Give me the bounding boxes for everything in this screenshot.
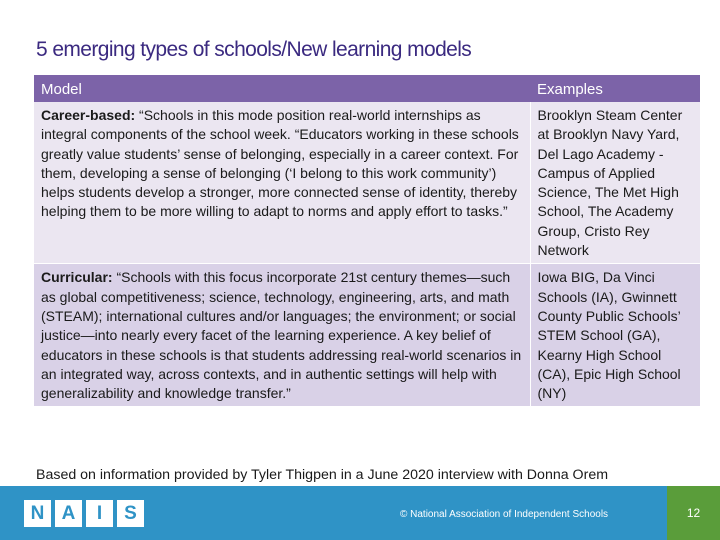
model-cell bbox=[34, 264, 530, 407]
examples-cell: Iowa BIG, Da Vinci Schools (IA), Gwinnett County Public Schools’ STEM School (GA), Kearny High School (CA), Epic High School (NY) bbox=[530, 264, 700, 407]
footer-bar bbox=[0, 486, 720, 540]
page-number: 12 bbox=[667, 486, 720, 540]
logo-letter-a: A bbox=[55, 500, 82, 527]
header-examples: Examples bbox=[530, 75, 700, 102]
model-description: “Schools in this mode position real-world internships as integral components of the school week. “Educators working in these schools greatly value students’ sense of belonging, especially in a career context. For them, developing a sense of belonging (‘I belong to this work community’) helps students develop a stronger, more connected sense of identity, thereby helping them to be more willing to adapt to norms and apply effort to tasks.” bbox=[41, 107, 519, 220]
model-label: Curricular: bbox=[41, 269, 113, 286]
slide-title: 5 emerging types of schools/New learning models bbox=[36, 38, 472, 61]
table-row bbox=[34, 102, 700, 264]
logo-letter-s: S bbox=[117, 500, 144, 527]
table-row bbox=[34, 264, 700, 407]
examples-cell: Brooklyn Steam Center at Brooklyn Navy Yard, Del Lago Academy - Campus of Applied Science, The Met High School, The Academy Group, Cristo Rey Network bbox=[530, 102, 700, 264]
source-note: Based on information provided by Tyler Thigpen in a June 2020 interview with Donna Orem bbox=[36, 467, 609, 483]
nais-logo bbox=[24, 500, 148, 527]
model-cell bbox=[34, 102, 530, 264]
table-header-row bbox=[34, 75, 700, 102]
model-description: “Schools with this focus incorporate 21st century themes—such as global competitiveness; science, technology, engineering, arts, and math (STEAM); international cultures and/or languages; the environment; or social justice—into nearly every facet of the learning experience. A key belief of educators in these schools is that students addressing real-world scenarios in an integrated way, across contexts, and in authentic settings will help with generalizability and knowledge transfer.” bbox=[41, 269, 522, 402]
models-table bbox=[34, 75, 700, 406]
logo-letter-n: N bbox=[24, 500, 51, 527]
model-label: Career-based: bbox=[41, 107, 136, 123]
header-model: Model bbox=[34, 75, 530, 102]
copyright-text: © National Association of Independent Schools bbox=[400, 509, 609, 520]
logo-letter-i: I bbox=[86, 500, 113, 527]
